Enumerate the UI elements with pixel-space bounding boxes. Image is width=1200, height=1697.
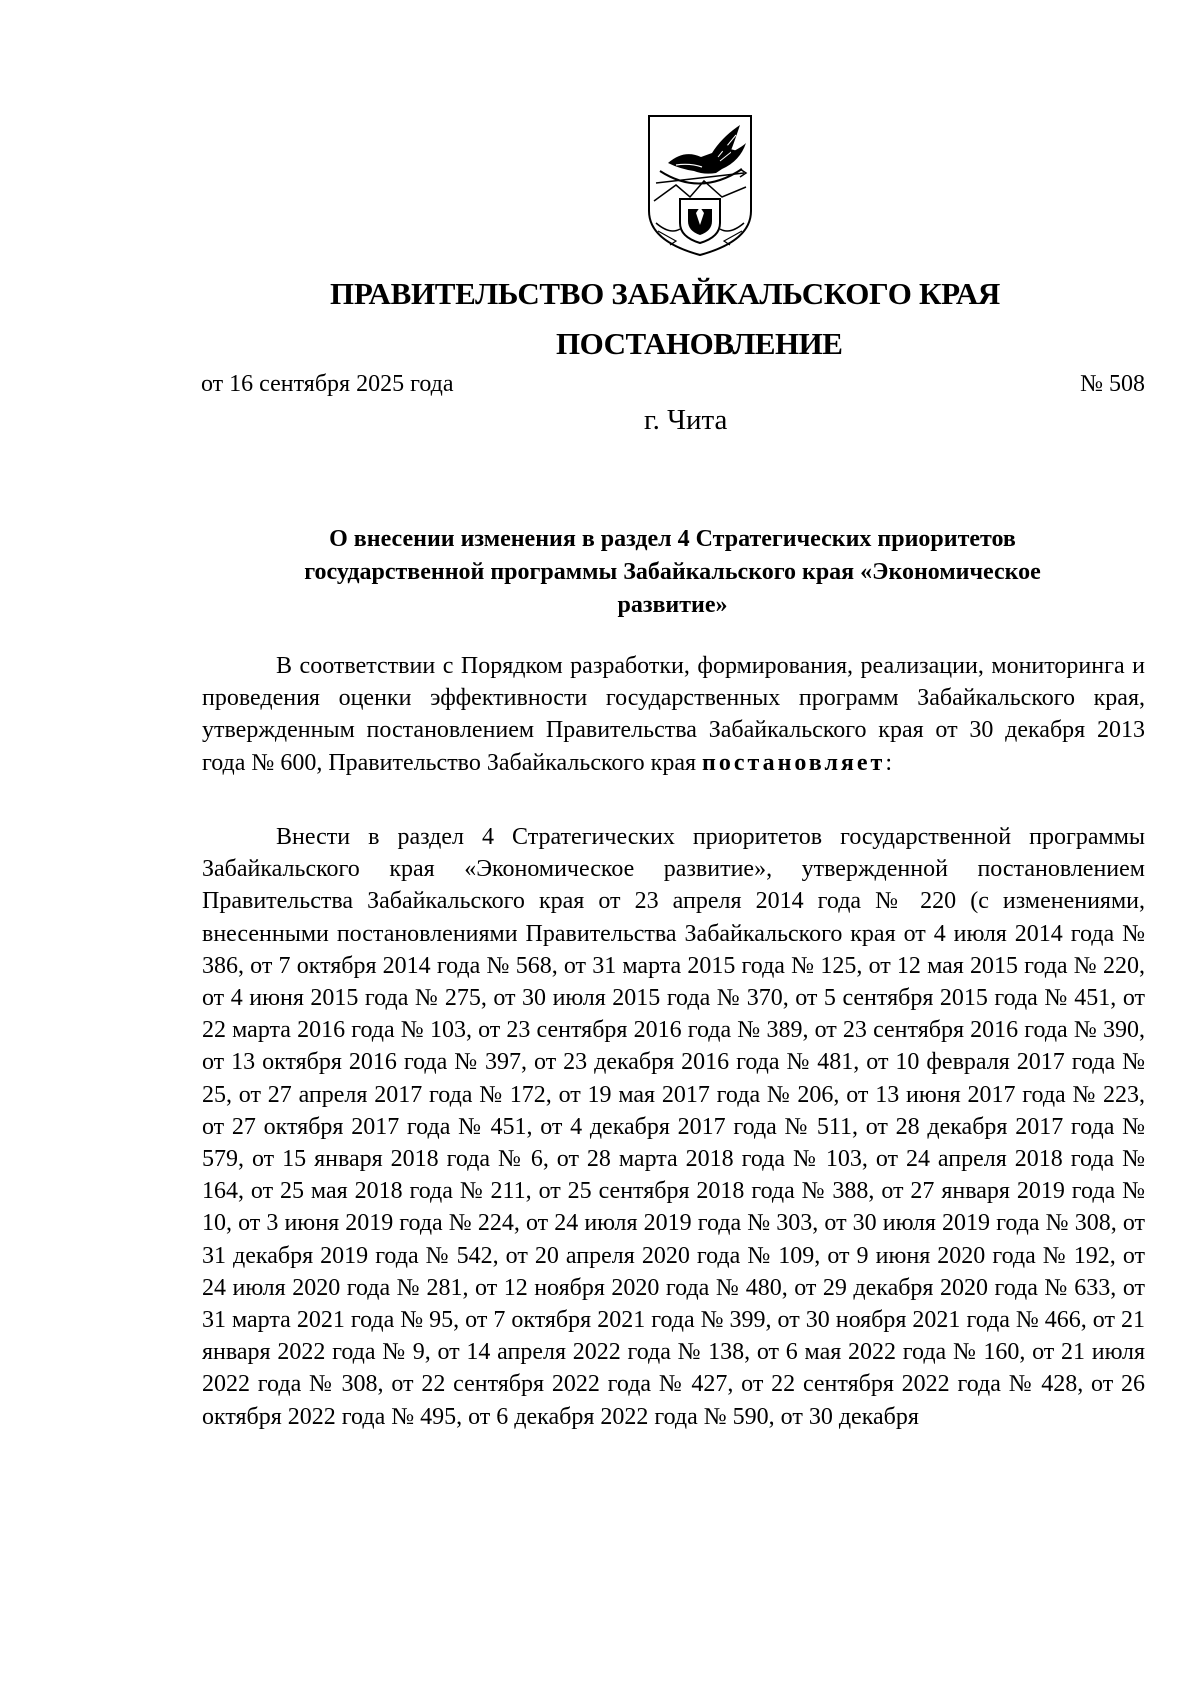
doc-subject — [200, 523, 1145, 622]
doc-date: от 16 сентября 2025 года — [201, 371, 454, 397]
subject-line: государственной программы Забайкальского края «Экономическое — [304, 559, 1041, 585]
doc-type: ПОСТАНОВЛЕНИЕ — [556, 326, 843, 361]
doc-number: № 508 — [1080, 371, 1145, 397]
body-paragraph: Внести в раздел 4 Стратегических приоритетов государственной программы Забайкальского края «Экономическое развитие», утвержденной постановлением Правительства Забайкальского края от 23 апреля 2014 года № 220 (с изменениями, внесенными постановлениями Правительства Забайкальского края от 4 июля 2014 года № 386, от 7 октября 2014 года № 568, от 31 марта 2015 года № 125, от 12 мая 2015 года № 220, от 4 июня 2015 года № 275, от 30 июля 2015 года № 370, от 5 сентября 2015 года № 451, от 22 марта 2016 года № 103, от 23 сентября 2016 года № 389, от 23 сентября 2016 года № 390, от 13 октября 2016 года № 397, от 23 декабря 2016 года № 481, от 10 февраля 2017 года № 25, от 27 апреля 2017 года № 172, от 19 мая 2017 года № 206, от 13 июня 2017 года № 223, от 27 октября 2017 года № 451, от 4 декабря 2017 года № 511, от 28 декабря 2017 года № 579, от 15 января 2018 года № 6, от 28 марта 2018 года № 103, от 24 апреля 2018 года № 164, от 25 мая 2018 года № 211, от 25 сентября 2018 года № 388, от 27 января 2019 года № 10, от 3 июня 2019 года № 224, от 24 июля 2019 года № 303, от 30 июля 2019 года № 308, от 31 декабря 2019 года № 542, от 20 апреля 2020 года № 109, от 9 июня 2020 года № 192, от 24 июля 2020 года № 281, от 12 ноября 2020 года № 480, от 29 декабря 2020 года № 633, от 31 марта 2021 года № 95, от 7 октября 2021 года № 399, от 30 ноября 2021 года № 466, от 21 января 2022 года № 9, от 14 апреля 2022 года № 138, от 6 мая 2022 года № 160, от 21 июля 2022 года № 308, от 22 сентября 2022 года № 427, от 22 сентября 2022 года № 428, от 26 октября 2022 года № 495, от 6 декабря 2022 года № 590, от 30 декабря — [202, 824, 1145, 1430]
preamble-colon: : — [885, 749, 893, 776]
doc-city: г. Чита — [644, 404, 728, 436]
preamble-paragraph — [202, 650, 1145, 779]
decree-word: постановляет — [702, 749, 886, 776]
subject-line: О внесении изменения в раздел 4 Стратегических приоритетов — [329, 526, 1016, 552]
subject-line: развитие» — [617, 592, 728, 618]
org-title: ПРАВИТЕЛЬСТВО ЗАБАЙКАЛЬСКОГО КРАЯ — [330, 276, 1000, 311]
coat-of-arms-icon — [646, 113, 754, 258]
preamble-text: В соответствии с Порядком разработки, формирования, реализации, мониторинга и проведения оценки эффективности государственных программ Забайкальского края, утвержденным постановлением Правительства Забайкальского края от 30 декабря 2013 года № 600, Правительство Забайкальского края — [202, 653, 1145, 776]
